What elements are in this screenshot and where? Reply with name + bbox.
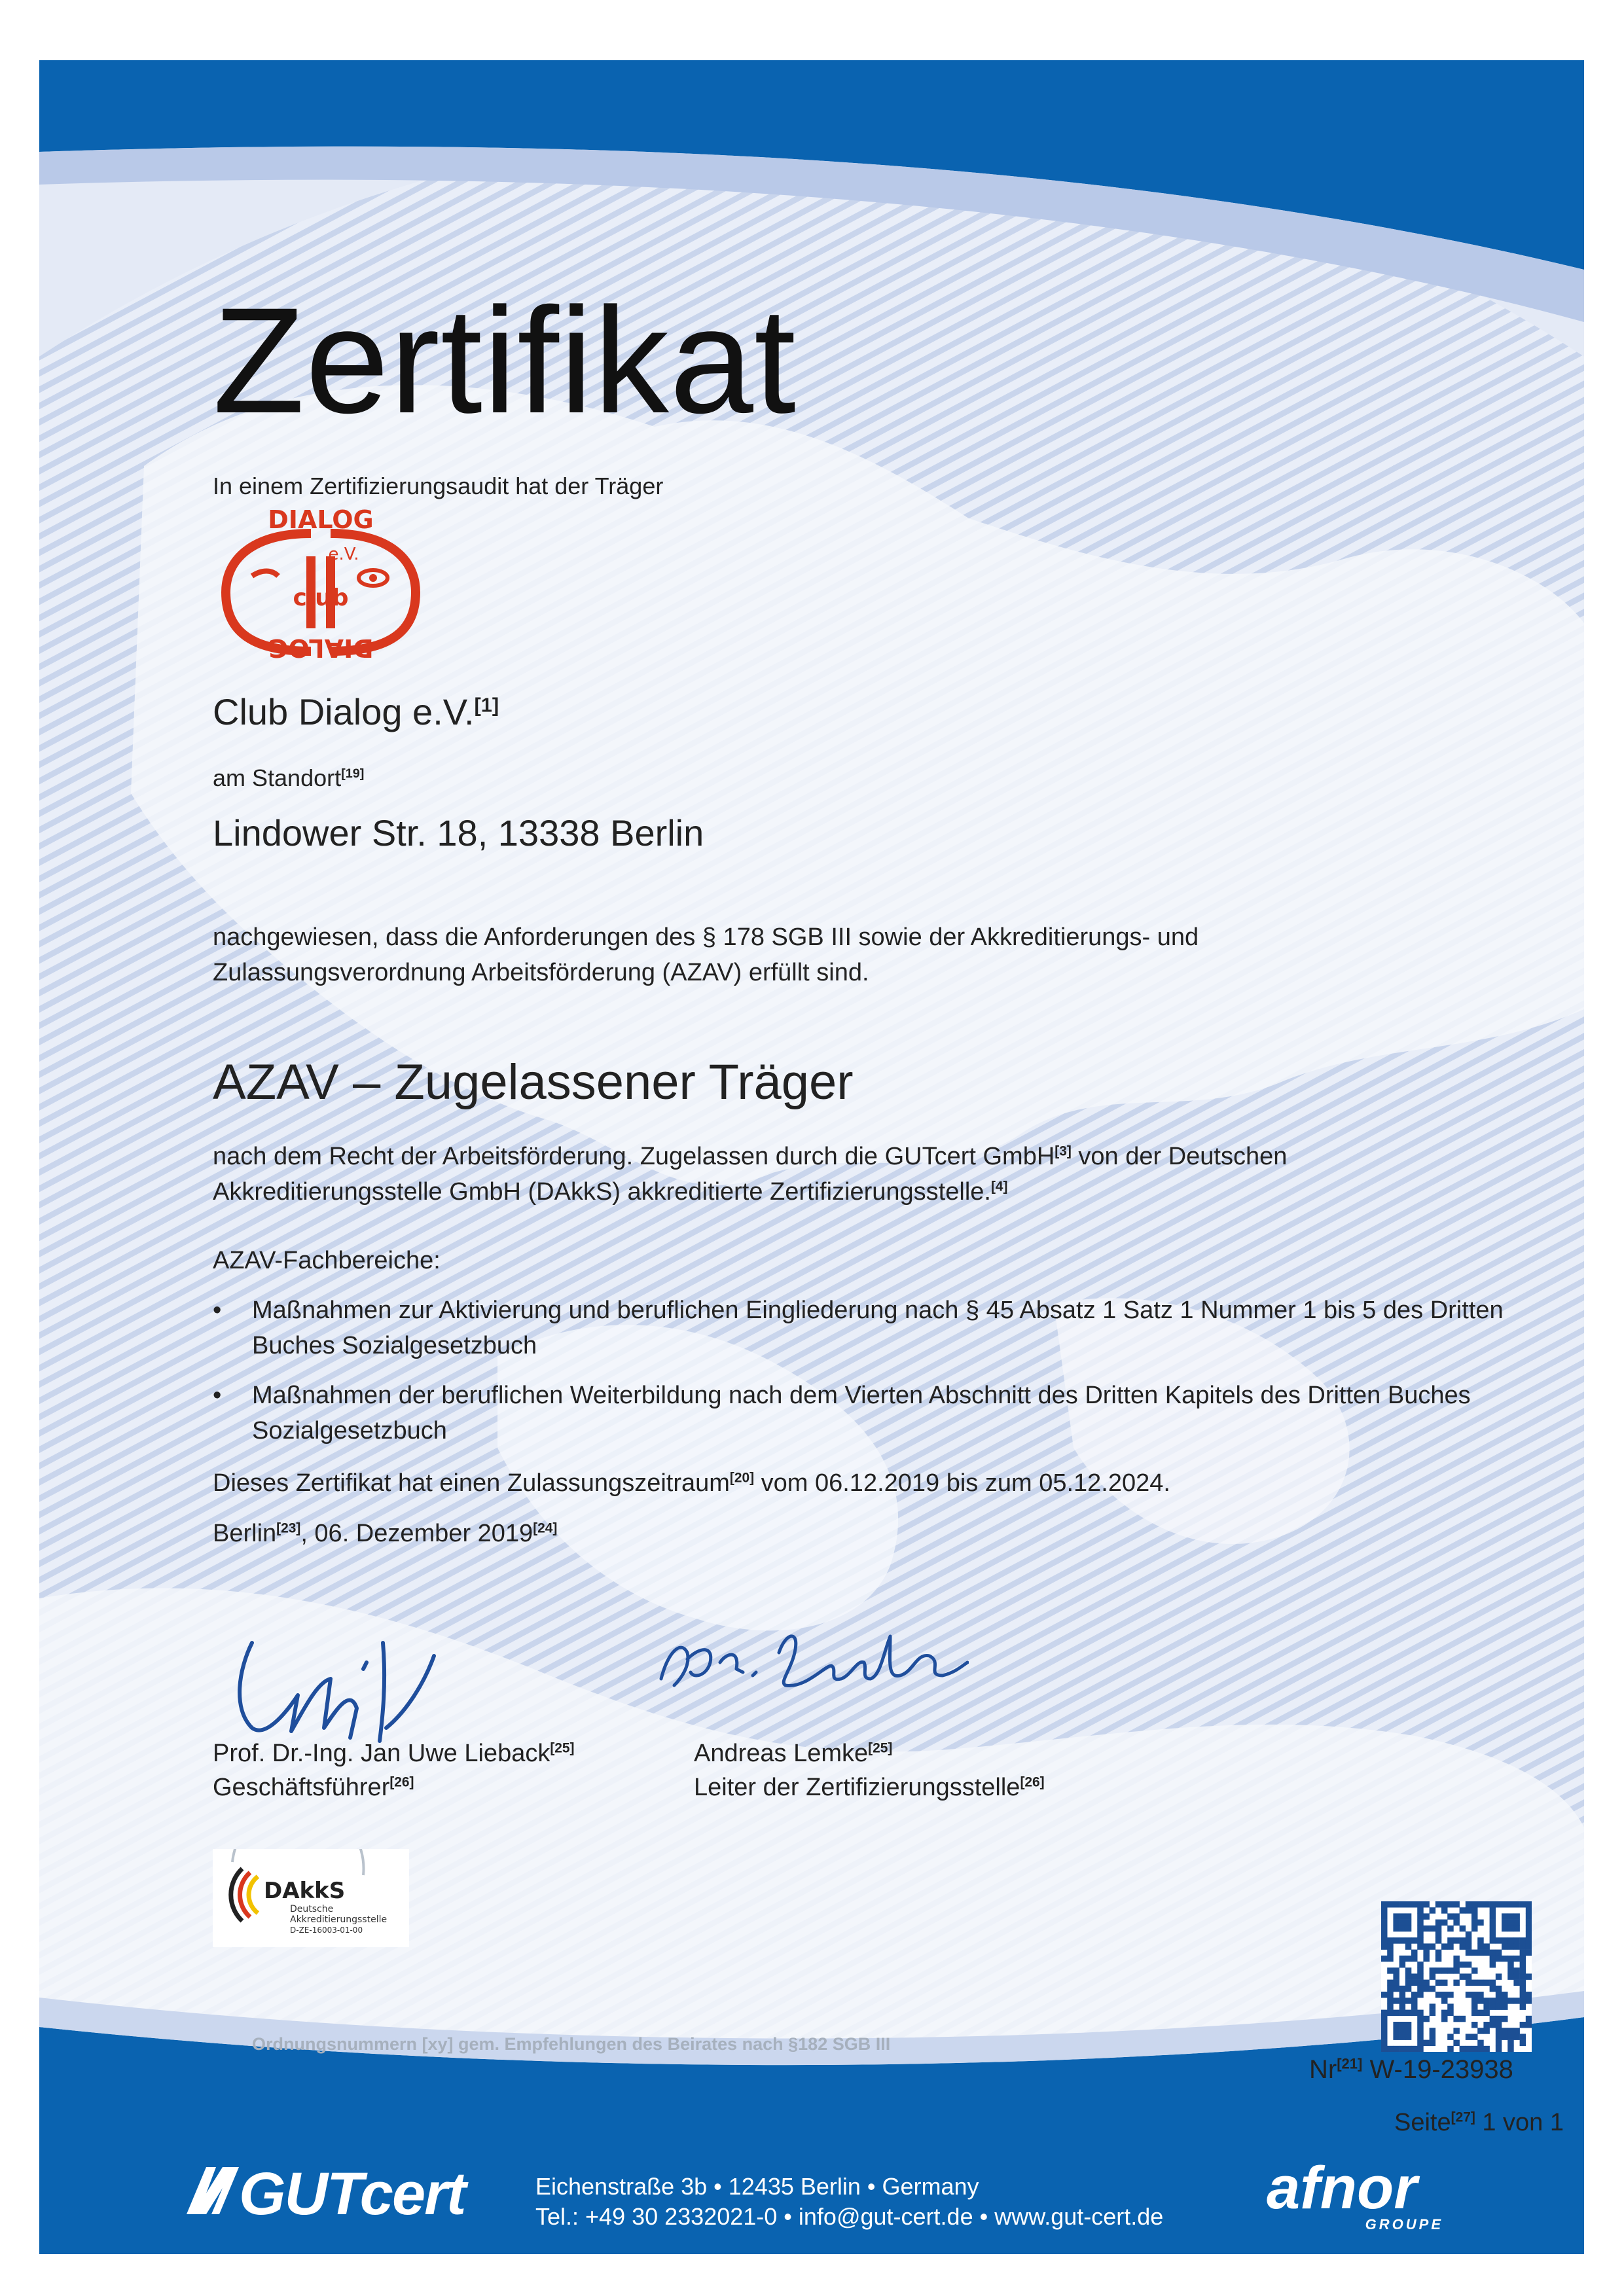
cert-number-value: W-19-23938 [1369, 2055, 1513, 2084]
org-ref: [1] [474, 693, 499, 717]
page-value: 1 von 1 [1482, 2109, 1564, 2136]
footer-address: Eichenstraße 3b • 12435 Berlin • Germany [535, 2173, 979, 2200]
page-number [1394, 2109, 1564, 2137]
svg-text:e.V.: e.V. [328, 545, 359, 564]
location-label-text: am Standort [213, 764, 342, 791]
issue-city-ref: [23] [276, 1520, 301, 1536]
page-label: Seite [1394, 2109, 1451, 2136]
accreditation-text [213, 1139, 1456, 1210]
bullet-icon: • [213, 1382, 222, 1409]
club-dialog-logo [213, 507, 429, 677]
bullet-icon: • [213, 1297, 222, 1324]
azav-heading: AZAV – Zugelassener Träger [213, 1054, 854, 1110]
svg-text:DAkkS: DAkkS [264, 1878, 346, 1904]
signatory-2-name-ref: [25] [868, 1740, 893, 1756]
list-item [213, 1378, 1509, 1448]
location-label [213, 764, 364, 792]
location-address: Lindower Str. 18, 13338 Berlin [213, 812, 704, 853]
afnor-subtitle: GROUPE [1365, 2216, 1443, 2233]
dakks-logo [213, 1849, 409, 1947]
issue-date-text: , 06. Dezember 2019 [300, 1520, 533, 1547]
page-ref: [27] [1451, 2109, 1475, 2125]
gutcert-logo [187, 2160, 465, 2229]
qr-code [1381, 1901, 1532, 2052]
accreditation-part1: nach dem Recht der Arbeitsförderung. Zugelassen durch die GUTcert GmbH [213, 1143, 1055, 1170]
svg-text:DIALOG: DIALOG [268, 634, 374, 662]
signatory-2 [694, 1736, 1045, 1804]
signature-lemke [655, 1613, 969, 1705]
certificate-title: Zertifikat [213, 276, 797, 444]
issue-city: Berlin [213, 1520, 277, 1547]
validity-text [213, 1469, 1170, 1498]
fachbereiche-label: AZAV-Fachbereiche: [213, 1247, 441, 1274]
svg-text:club: club [293, 584, 349, 611]
svg-text:Deutsche: Deutsche [290, 1904, 334, 1914]
organization-name [213, 691, 499, 733]
cert-number-label: Nr [1309, 2055, 1337, 2084]
fachbereich-text: Maßnahmen der beruflichen Weiterbildung nach dem Vierten Abschnitt des Dritten Kapitels des Dritten Buches Sozialgesetzbuch [252, 1382, 1471, 1444]
compliance-statement: nachgewiesen, dass die Anforderungen des § 178 SGB III sowie der Akkreditierungs- und Zulassungsverordnung Arbeitsförderung (AZAV) erfüllt sind. [213, 924, 1199, 986]
accreditation-ref2: [4] [990, 1179, 1008, 1194]
afnor-text: afnor [1267, 2155, 1417, 2221]
footer-contact-line: Tel.: +49 30 2332021-0 • info@gut-cert.de • www.gut-cert.de [535, 2203, 1164, 2230]
issue-date [213, 1520, 557, 1548]
accreditation-ref1: [3] [1055, 1143, 1072, 1159]
svg-text:DIALOG: DIALOG [268, 507, 374, 534]
validity-part1: Dieses Zertifikat hat einen Zulassungszeitraum [213, 1469, 730, 1497]
svg-text:Akkreditierungsstelle: Akkreditierungsstelle [290, 1914, 388, 1925]
fachbereiche-list [213, 1293, 1509, 1463]
signatory-2-role-ref: [26] [1020, 1774, 1045, 1790]
intro-text: In einem Zertifizierungsaudit hat der Träger [213, 473, 664, 499]
issue-date-ref: [24] [533, 1520, 558, 1536]
signatory-1-role-text: Geschäftsführer [213, 1774, 390, 1801]
validity-ref: [20] [729, 1470, 755, 1486]
signature-lieback [226, 1617, 442, 1748]
signatory-1 [213, 1736, 575, 1804]
cert-number-ref: [21] [1337, 2055, 1363, 2072]
signatory-2-role [694, 1770, 1045, 1804]
footer-contact [535, 2172, 1163, 2232]
signatory-1-role-ref: [26] [389, 1774, 414, 1790]
certificate-number [1309, 2055, 1513, 2085]
gutcert-brand-text: GUTcert [239, 2161, 465, 2227]
svg-text:D-ZE-16003-01-00: D-ZE-16003-01-00 [290, 1926, 363, 1935]
accreditation-part2: von der Deutschen Akkreditierungsstelle GmbH (DAkkS) akkreditierte Zertifizierungsstelle. [213, 1143, 1288, 1206]
signatory-2-name-text: Andreas Lemke [694, 1740, 869, 1767]
signatory-1-name-ref: [25] [550, 1740, 575, 1756]
ordnungsnummern-note: Ordnungsnummern [xy] gem. Empfehlungen des Beirates nach §182 SGB III [252, 2034, 891, 2054]
gutcert-mark-icon [187, 2160, 239, 2229]
signatory-2-name [694, 1736, 1045, 1770]
afnor-logo [1267, 2155, 1463, 2233]
signatory-1-role [213, 1770, 575, 1804]
location-ref: [19] [341, 766, 365, 781]
validity-part2: vom 06.12.2019 bis zum 05.12.2024. [754, 1469, 1170, 1497]
fachbereich-text: Maßnahmen zur Aktivierung und beruflichen Eingliederung nach § 45 Absatz 1 Satz 1 Nummer 1 bis 5 des Dritten Buches Sozialgesetzbuch [252, 1297, 1504, 1359]
signatory-2-role-text: Leiter der Zertifizierungsstelle [694, 1774, 1020, 1801]
signatory-1-name-text: Prof. Dr.-Ing. Jan Uwe Lieback [213, 1740, 550, 1767]
org-name-text: Club Dialog e.V. [213, 691, 475, 732]
signatory-1-name [213, 1736, 575, 1770]
list-item [213, 1293, 1509, 1363]
